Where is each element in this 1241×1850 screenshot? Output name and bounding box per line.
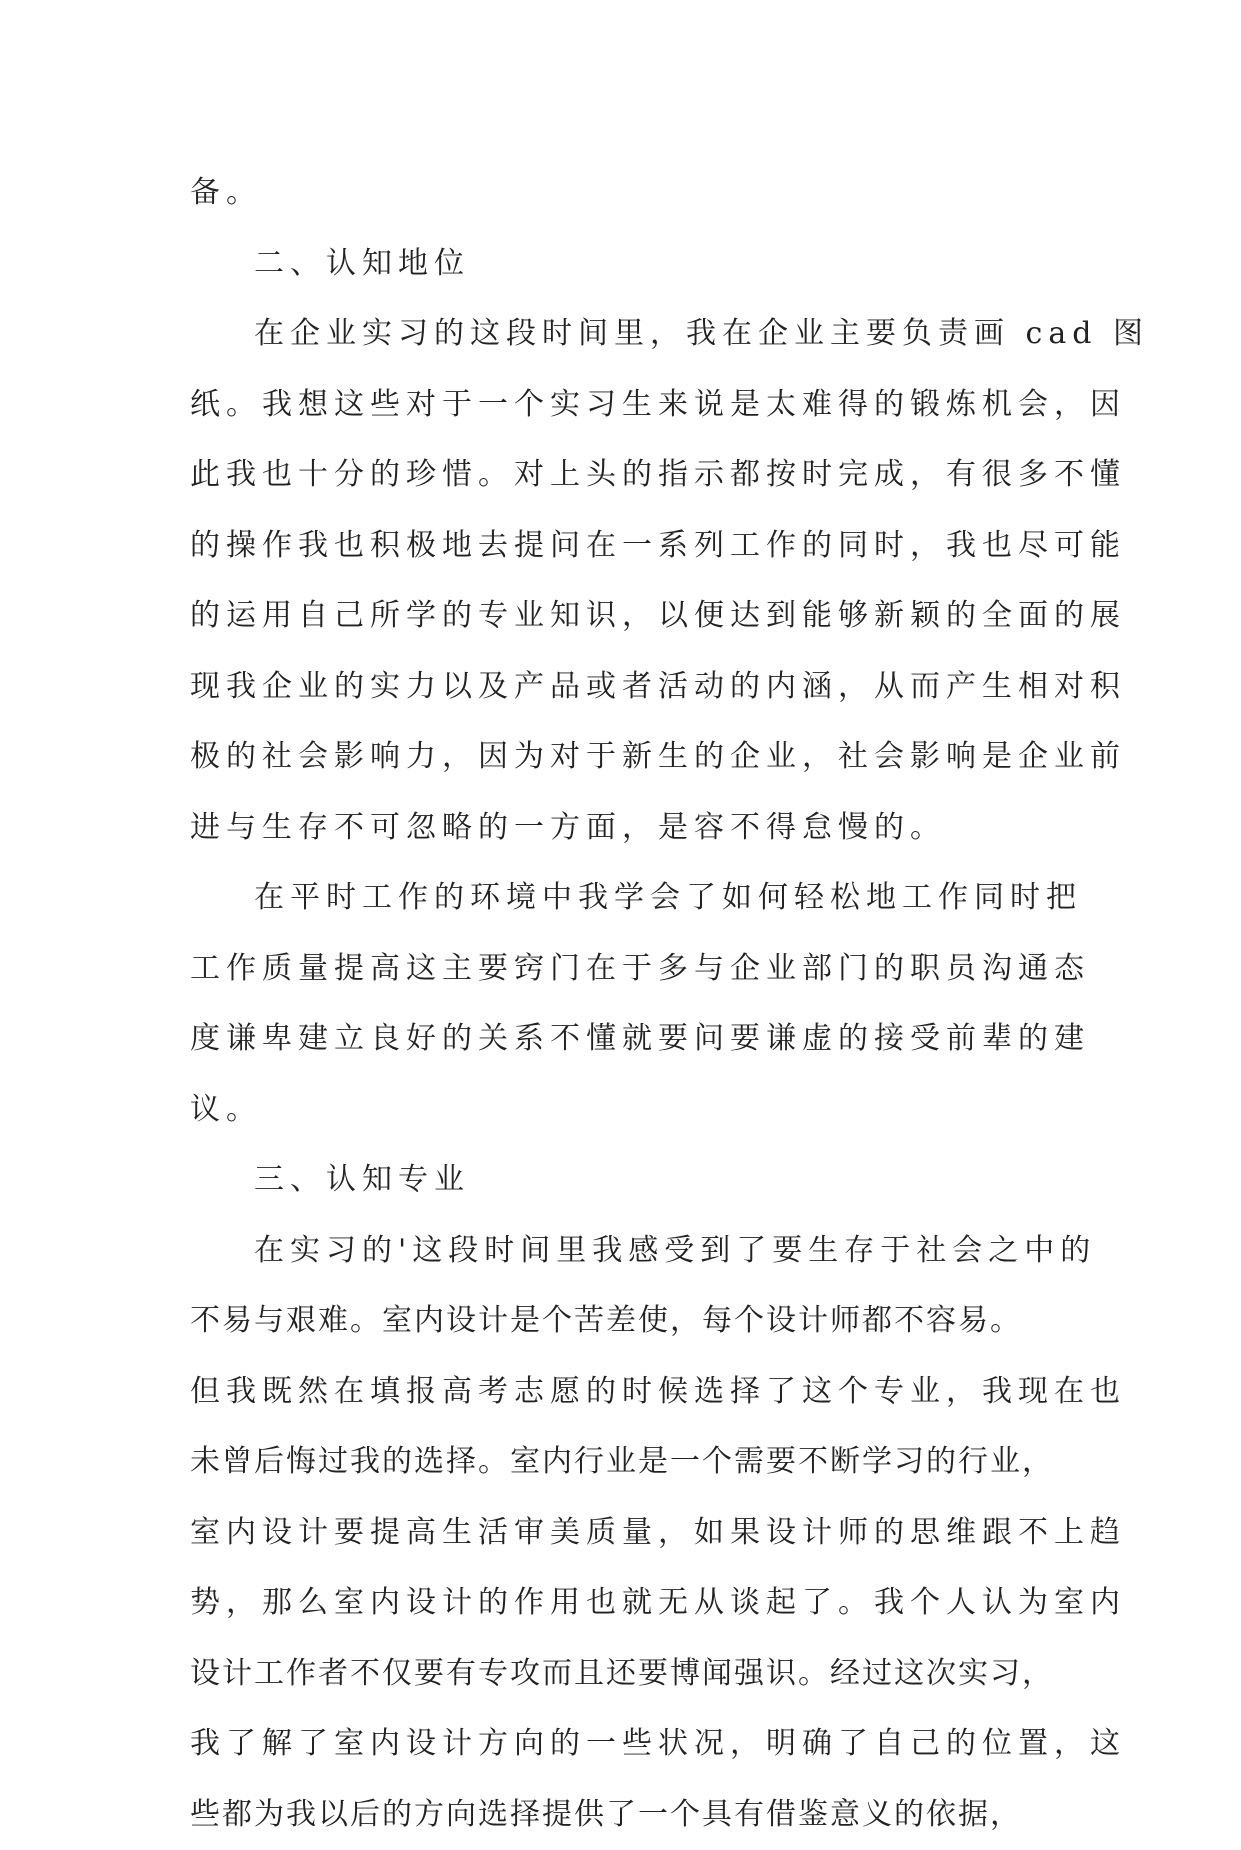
text-line: 备。 bbox=[190, 158, 1056, 229]
text-line: 势，那么室内设计的作用也就无从谈起了。我个人认为室内 bbox=[190, 1568, 1056, 1639]
text-line: 进与生存不可忽略的一方面，是容不得怠慢的。 bbox=[190, 793, 1056, 864]
text-line: 现我企业的实力以及产品或者活动的内涵，从而产生相对积 bbox=[190, 652, 1056, 723]
text-line: 的操作我也积极地去提问在一系列工作的同时，我也尽可能 bbox=[190, 511, 1056, 582]
text-line: 纸。我想这些对于一个实习生来说是太难得的锻炼机会，因 bbox=[190, 370, 1056, 441]
text-line: 的运用自己所学的专业知识，以便达到能够新颖的全面的展 bbox=[190, 581, 1056, 652]
document-body bbox=[190, 158, 1056, 1850]
text-line: 度谦卑建立良好的关系不懂就要问要谦虚的接受前辈的建 bbox=[190, 1004, 1056, 1075]
text-line: 工作质量提高这主要窍门在于多与企业部门的职员沟通态 bbox=[190, 934, 1056, 1005]
section-heading: 二、认知地位 bbox=[190, 229, 1056, 300]
text-line: 在平时工作的环境中我学会了如何轻松地工作同时把 bbox=[190, 863, 1056, 934]
text-line: 极的社会影响力，因为对于新生的企业，社会影响是企业前 bbox=[190, 722, 1056, 793]
text-line: 在实习的'这段时间里我感受到了要生存于社会之中的 bbox=[190, 1216, 1056, 1287]
text-line: 设计工作者不仅要有专攻而且还要博闻强识。经过这次实习， bbox=[190, 1639, 1056, 1710]
text-line: 不易与艰难。室内设计是个苦差使，每个设计师都不容易。 bbox=[190, 1286, 1056, 1357]
text-line: 室内设计要提高生活审美质量，如果设计师的思维跟不上趋 bbox=[190, 1498, 1056, 1569]
text-line: 些都为我以后的方向选择提供了一个具有借鉴意义的依据， bbox=[190, 1780, 1056, 1850]
text-line: 我了解了室内设计方向的一些状况，明确了自己的位置，这 bbox=[190, 1709, 1056, 1780]
text-line: 议。 bbox=[190, 1075, 1056, 1146]
text-line: 但我既然在填报高考志愿的时候选择了这个专业，我现在也 bbox=[190, 1357, 1056, 1428]
section-heading: 三、认知专业 bbox=[190, 1145, 1056, 1216]
text-line: 未曾后悔过我的选择。室内行业是一个需要不断学习的行业， bbox=[190, 1427, 1056, 1498]
text-line: 在企业实习的这段时间里，我在企业主要负责画 cad 图 bbox=[190, 299, 1056, 370]
text-line: 此我也十分的珍惜。对上头的指示都按时完成，有很多不懂 bbox=[190, 440, 1056, 511]
